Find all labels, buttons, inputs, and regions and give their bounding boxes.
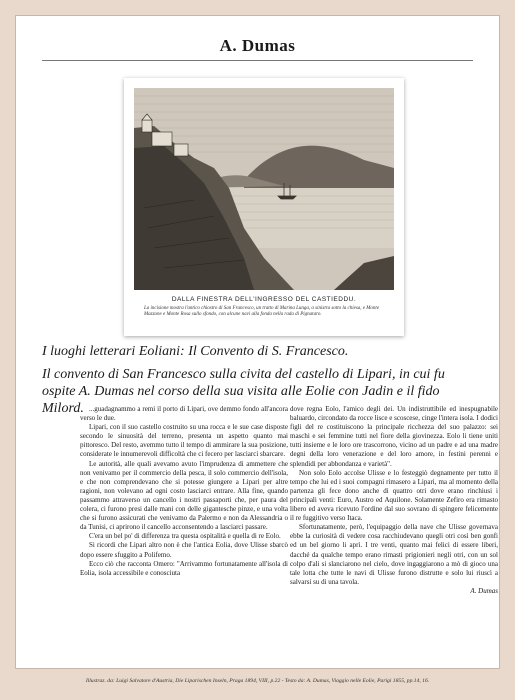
section-heading: I luoghi letterari Eoliani: Il Convento di S. Francesco. [42, 344, 349, 359]
paragraph: Le autorità, alle quali avevamo avuto l'imprudenza di ammettere che non venivamo per il commercio della pesca, il solo commercio dell'isola, e che non comprendevano che si potesse giungere a Lipari per altre ragioni, non volevano ad ogni costo lasciarci entrare. Alla fine, quando passammo attraverso un cancello i nostri passaporti che, per paura del colera, ci furono presi dalle mani con delle gigantesche pinze, e una volta che si furono assicurati che venivamo da Palermo e non da Alessandria o da Tunisi, ci aprirono il cancello acconsentendo a lasciarci passare. [80, 459, 288, 532]
figure-caption-description: La incisione mostra l'antico chiostro di San Francesco, un tratto di Marina Lunga, a sinistra sotto la chiesa, e Monte Mazzone e Monte Rosa sullo sfondo, con alcune navi alla fonda nella rada di Pignataro. [144, 306, 380, 318]
title-divider [42, 60, 473, 61]
paragraph: dove regna Eolo, l'amico degli dei. Un indistruttibile ed inespugnabile baluardo, circondato da rocce lisce e scoscese, cinge l'intera isola. I dodici figli del re costituiscono la principale ricchezza del suo palazzo: sei maschi e sei femmine tutti nel fiore della giovinezza. Eolo li tiene uniti tutti insieme e le loro ore trascorrono, vicino ad un padre e ad una madre degni della loro venerazione e del loro amore, in festini perenni e splendidi per abbondanza e varietà". [290, 405, 498, 468]
paragraph: Si ricordi che Lipari altro non è che l'antica Eolia, dove Ulisse sbarcò dopo essere sfuggito a Polifemo. [80, 541, 288, 559]
page-sheet [16, 16, 499, 668]
text-column-left [80, 405, 288, 578]
paragraph: Lipari, con il suo castello costruito su una rocca e le sue case disposte secondo le sinuosità del terreno, presenta un aspetto quanto mai pittoresco. Del resto, avemmo tutto il tempo di ammirare la sua posizione, considerate le innumerevoli difficoltà che ci fecero per lasciarci sbarcare. [80, 423, 288, 459]
figure-caption-title: DALLA FINESTRA DELL'INGRESSO DEL CASTIEDDU. [171, 296, 357, 303]
text-column-right [290, 405, 498, 596]
paragraph: Sfortunatamente, però, l'equipaggio della nave che Ulisse governava ebbe la curiosità di vedere cosa racchiudevano quegli otri così ben gonfi ed un bel giorno li aprì. I tre venti, quanto mai felici di essere liberi, dacché da qualche tempo erano rimasti prigionieri negli otri, con un sol colpo d'ali si slanciarono nel cielo, dove ingaggiarono a mò di gioco una tale lotta che tutte le navi di Ulisse furono distrutte e solo lui riuscì a salvarsi su di una tavola. [290, 523, 498, 586]
page-title: A. Dumas [219, 36, 296, 55]
engraving-figure [124, 78, 404, 336]
paragraph: Ecco ciò che racconta Omero: "Arrivammo fortunatamente all'isola di Eolia, isola accessibile e conosciuta [80, 559, 288, 577]
section-lead: Il convento di San Francesco sulla civita del castello di Lipari, in cui fu ospite A. Dumas nel corso della sua visita alle Eolie con Jadin e il fido Milord. [42, 367, 445, 416]
paragraph: C'era un bel po' di differenza tra questa ospitalità e quella di re Eolo. [89, 532, 281, 541]
engraving-image [134, 88, 394, 290]
author-signature: A. Dumas [470, 586, 498, 595]
paragraph: ...guadagnammo a remi il porto di Lipari, ove demmo fondo all'ancora verso le due. [80, 405, 288, 423]
footer-credits: Illustraz. da: Luigi Salvatore d'Austria, Die Liparischen Inseln, Praga 1894, VIII, p.22 - Testo da: A. Dumas, Viaggio nelle Eolie, Parigi 1855, pp.14, 16. [85, 678, 430, 684]
paragraph: Non solo Eolo accolse Ulisse e lo festeggiò degnamente per tutto il tempo che lui ed i suoi compagni rimasero a Lipari, ma al momento della partenza gli fece dono anche di quattro otri dove erano rinchiusi i principali venti: Euro, Austro ed Aquilone. Solamente Zefiro era rimasto libero ed aveva ricevuto l'ordine dal suo sovrano di spingere felicemente il re fuggitivo verso Itaca. [290, 468, 498, 523]
